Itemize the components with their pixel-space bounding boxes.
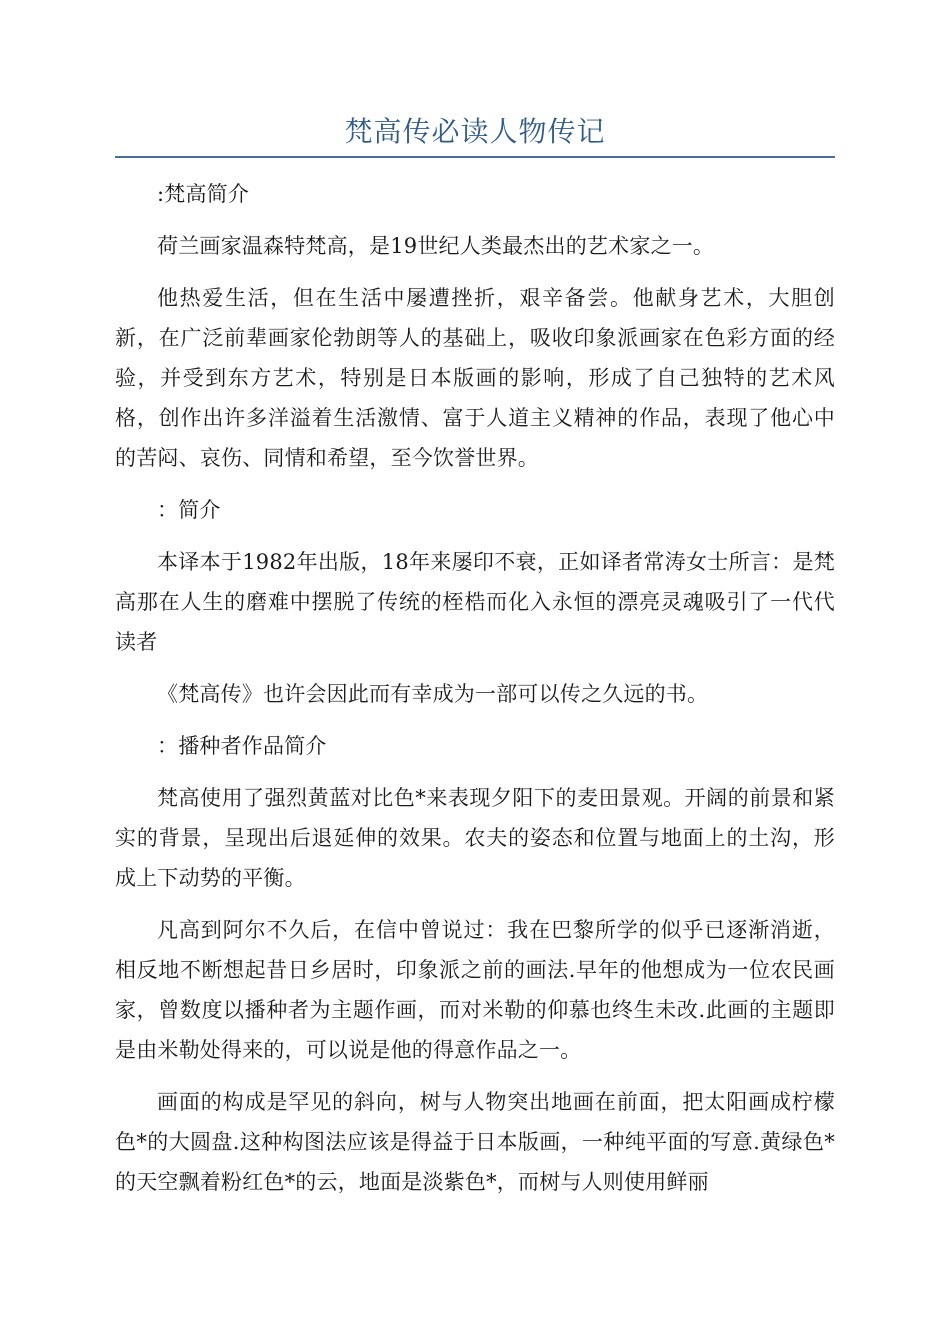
- page-title: 梵高传必读人物传记: [344, 115, 606, 148]
- paragraph: 凡高到阿尔不久后，在信中曾说过：我在巴黎所学的似乎已逐渐消逝，相反地不断想起昔日乡居时，印象派之前的画法.早年的他想成为一位农民画家，曾数度以播种者为主题作画，而对米勒的仰慕也终生未改.此画的主题即是由米勒处得来的，可以说是他的得意作品之一。: [115, 918, 835, 1062]
- paragraph: 梵高使用了强烈黄蓝对比色*来表现夕阳下的麦田景观。开阔的前景和紧实的背景，呈现出后退延伸的效果。农夫的姿态和位置与地面上的土沟，形成上下动势的平衡。: [115, 786, 835, 890]
- paragraph-heading-intro: :梵高简介: [157, 182, 250, 206]
- paragraph: 荷兰画家温森特梵高，是19世纪人类最杰出的艺术家之一。: [157, 234, 715, 258]
- title-block: [115, 112, 835, 158]
- paragraph-heading-summary: ：简介: [157, 498, 221, 522]
- paragraph: 本译本于1982年出版，18年来屡印不衰，正如译者常涛女士所言：是梵高那在人生的磨难中摆脱了传统的桎梏而化入永恒的漂亮灵魂吸引了一代代读者: [115, 550, 835, 654]
- paragraph: 他热爱生活，但在生活中屡遭挫折，艰辛备尝。他献身艺术，大胆创新，在广泛前辈画家伦勃朗等人的基础上，吸收印象派画家在色彩方面的经验，并受到东方艺术，特别是日本版画的影响，形成了自己独特的艺术风格，创作出许多洋溢着生活激情、富于人道主义精神的作品，表现了他心中的苦闷、哀伤、同情和希望，至今饮誉世界。: [115, 286, 835, 470]
- document-body: [115, 174, 835, 1214]
- paragraph-heading-sower: ：播种者作品简介: [157, 734, 327, 758]
- paragraph: 《梵高传》也许会因此而有幸成为一部可以传之久远的书。: [157, 682, 709, 706]
- paragraph: 画面的构成是罕见的斜向，树与人物突出地画在前面，把太阳画成柠檬色*的大圆盘.这种构图法应该是得益于日本版画，一种纯平面的写意.黄绿色*的天空飘着粉红色*的云，地面是淡紫色*，而树与人则使用鲜丽: [115, 1090, 835, 1194]
